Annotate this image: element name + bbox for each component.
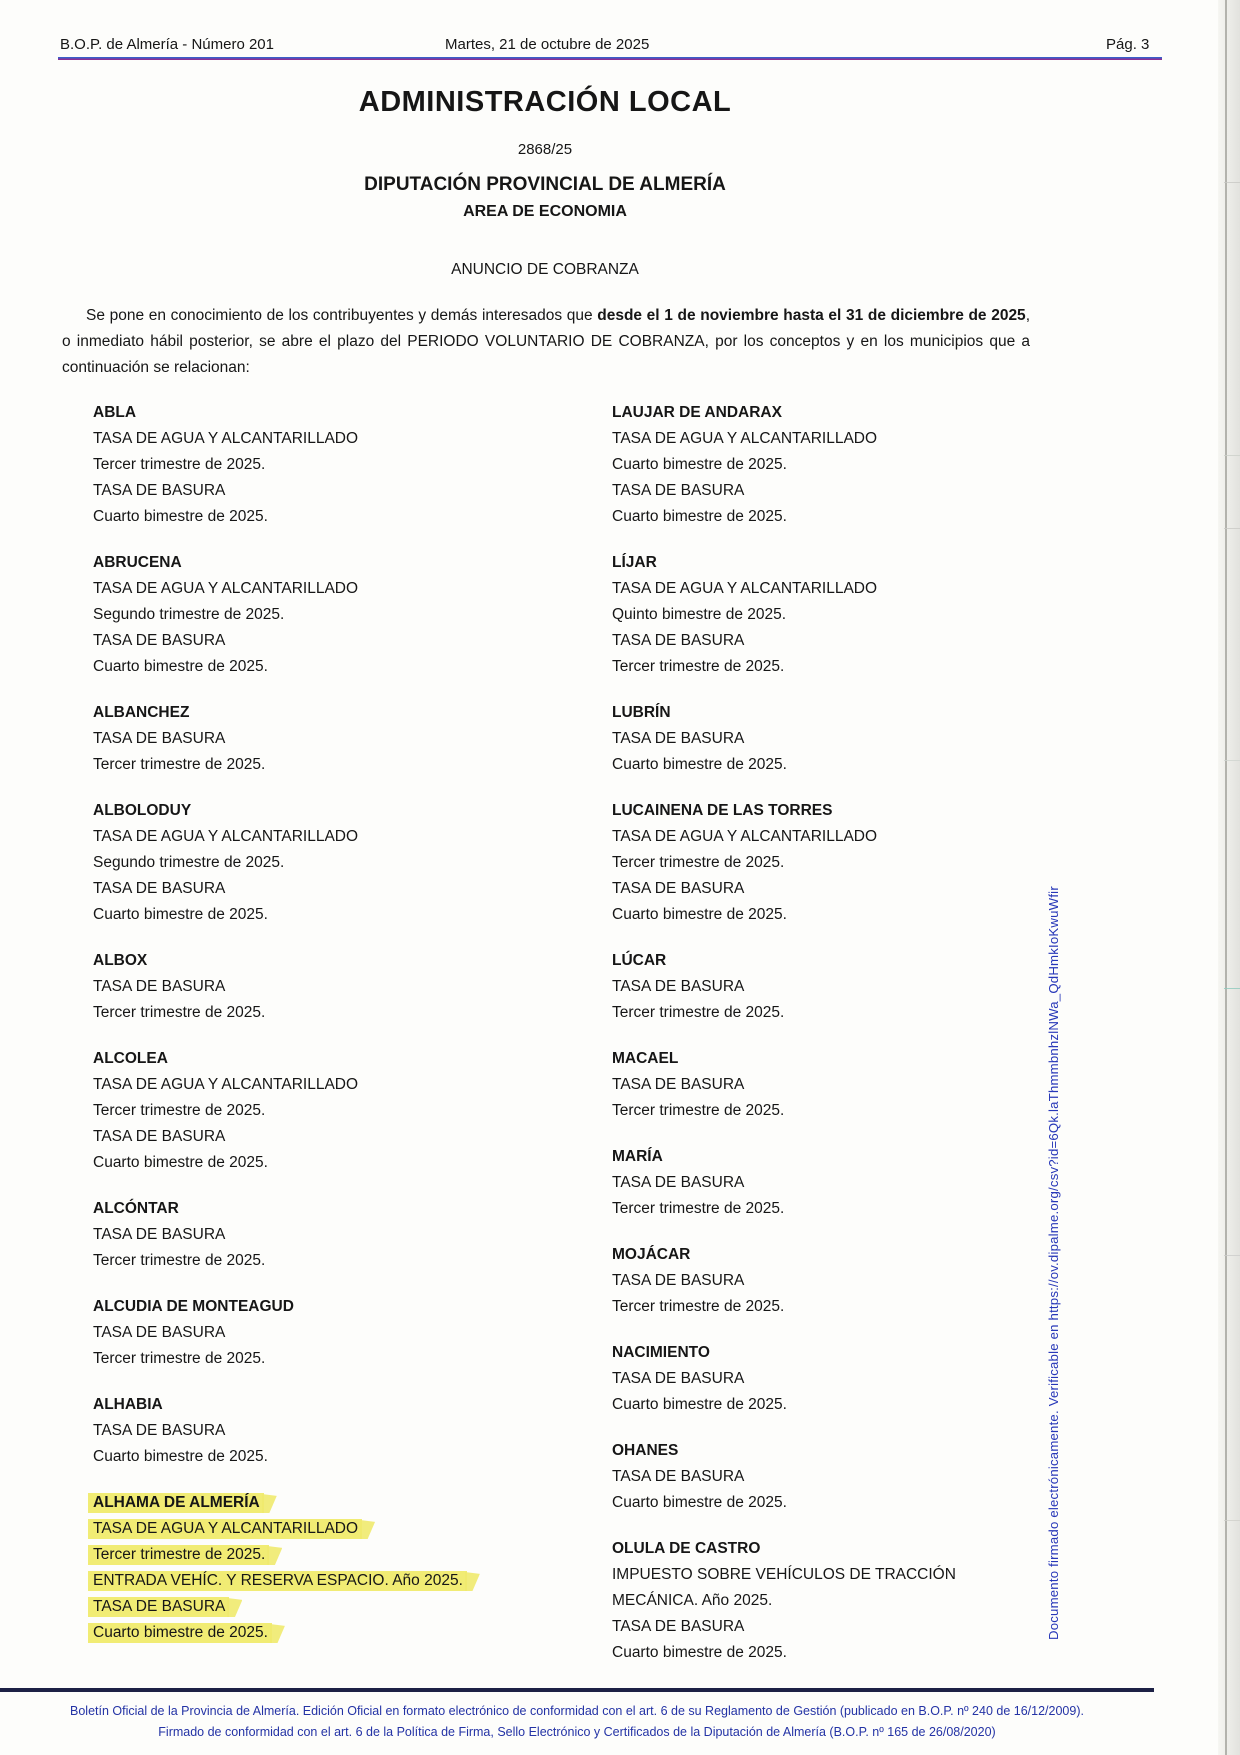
tax-concept-line: TASA DE AGUA Y ALCANTARILLADO <box>93 430 359 447</box>
tax-concept-line: Cuarto bimestre de 2025. <box>93 1448 268 1465</box>
page-footer <box>0 1701 1154 1743</box>
department-name: AREA DE ECONOMIA <box>463 203 627 220</box>
scan-artifact-line <box>1224 988 1240 989</box>
header-date: Martes, 21 de octubre de 2025 <box>445 36 650 53</box>
municipality-entry <box>612 400 1032 530</box>
tax-concept-line: TASA DE AGUA Y ALCANTARILLADO <box>93 580 359 597</box>
tax-concept-line: TASA DE BASURA <box>93 880 226 897</box>
tax-concept-line: TASA DE BASURA <box>93 1226 226 1243</box>
municipality-name: OLULA DE CASTRO <box>612 1540 761 1557</box>
municipality-name: ALCUDIA DE MONTEAGUD <box>93 1298 294 1315</box>
scan-edge-line <box>1225 0 1227 1755</box>
tax-concept-line: TASA DE BASURA <box>93 1594 525 1620</box>
municipality-name: LUCAINENA DE LAS TORRES <box>612 802 833 819</box>
header-rule <box>58 57 1162 60</box>
municipalities-right-column <box>612 400 1032 1686</box>
tax-concept-line: Tercer trimestre de 2025. <box>93 1004 266 1021</box>
municipality-name: LUBRÍN <box>612 704 671 721</box>
organization-name: DIPUTACIÓN PROVINCIAL DE ALMERÍA <box>364 174 726 195</box>
tax-concept-line: Cuarto bimestre de 2025. <box>612 456 787 473</box>
municipality-entry <box>612 1046 1032 1124</box>
municipality-entry <box>612 1242 1032 1320</box>
tax-concept-line: Tercer trimestre de 2025. <box>93 1252 266 1269</box>
tax-concept-line: TASA DE BASURA <box>612 482 745 499</box>
municipality-entry <box>93 948 525 1026</box>
municipality-name: ALBOX <box>93 952 148 969</box>
municipality-entry <box>612 1340 1032 1418</box>
tax-concept-line: TASA DE BASURA <box>93 730 226 747</box>
tax-concept-line: Cuarto bimestre de 2025. <box>93 1154 268 1171</box>
tax-concept-line: ENTRADA VEHÍC. Y RESERVA ESPACIO. Año 2025. <box>93 1568 525 1594</box>
tax-concept-line: TASA DE AGUA Y ALCANTARILLADO <box>612 580 878 597</box>
tax-concept-line: Tercer trimestre de 2025. <box>93 1102 266 1119</box>
municipality-entry <box>612 1536 1032 1666</box>
footer-line-2: Firmado de conformidad con el art. 6 de la Política de Firma, Sello Electrónico y Certificados de la Diputación de Almería (B.O.P. nº 165 de 26/08/2020) <box>158 1725 996 1739</box>
tax-concept-line: Cuarto bimestre de 2025. <box>612 756 787 773</box>
tax-concept-line: Tercer trimestre de 2025. <box>93 1542 525 1568</box>
municipality-name: NACIMIENTO <box>612 1344 710 1361</box>
tax-concept-line: Cuarto bimestre de 2025. <box>612 906 787 923</box>
tax-concept-line: TASA DE BASURA <box>612 1618 745 1635</box>
municipality-name: ALCOLEA <box>93 1050 168 1067</box>
tax-concept-line: TASA DE BASURA <box>612 978 745 995</box>
tax-concept-line: Cuarto bimestre de 2025. <box>612 508 787 525</box>
municipality-name: MACAEL <box>612 1050 679 1067</box>
intro-text-before: Se pone en conocimiento de los contribuyentes y demás interesados que <box>86 307 598 324</box>
header-page-number: Pág. 3 <box>1106 36 1150 53</box>
tax-concept-line: TASA DE BASURA <box>612 730 745 747</box>
tax-concept-line: TASA DE AGUA Y ALCANTARILLADO <box>612 430 878 447</box>
municipality-entry <box>93 550 525 680</box>
intro-paragraph <box>62 303 1030 381</box>
section-title: ADMINISTRACIÓN LOCAL <box>358 86 732 118</box>
municipality-entry <box>93 400 525 530</box>
municipality-name: ABLA <box>93 404 137 421</box>
tax-concept-line: TASA DE BASURA <box>93 1422 226 1439</box>
tax-concept-line: TASA DE BASURA <box>93 1128 226 1145</box>
municipality-entry <box>93 798 525 928</box>
scan-artifact-line <box>1224 1520 1240 1521</box>
tax-concept-line: TASA DE BASURA <box>612 1272 745 1289</box>
municipality-name: ALBANCHEZ <box>93 704 190 721</box>
tax-concept-line: TASA DE AGUA Y ALCANTARILLADO <box>612 828 878 845</box>
tax-concept-line: Segundo trimestre de 2025. <box>93 854 285 871</box>
tax-concept-line: Tercer trimestre de 2025. <box>93 1350 266 1367</box>
tax-concept-line: TASA DE BASURA <box>612 880 745 897</box>
tax-concept-line: TASA DE BASURA <box>612 1468 745 1485</box>
intro-text-after: , o inmediato hábil posterior, se abre el plazo del PERIODO VOLUNTARIO DE COBRANZA, por los conceptos y en los municipios que a continuación se relacionan: <box>62 307 1030 376</box>
tax-concept-line: TASA DE BASURA <box>93 978 226 995</box>
municipality-entry <box>612 700 1032 778</box>
municipality-entry <box>612 948 1032 1026</box>
municipality-name: LÍJAR <box>612 554 657 571</box>
municipality-entry <box>612 550 1032 680</box>
municipality-entry <box>612 1438 1032 1516</box>
tax-concept-line: Tercer trimestre de 2025. <box>93 456 266 473</box>
municipality-name: MARÍA <box>612 1148 663 1165</box>
tax-concept-line: TASA DE AGUA Y ALCANTARILLADO <box>93 1516 525 1542</box>
tax-concept-line: Cuarto bimestre de 2025. <box>93 906 268 923</box>
tax-concept-line: Tercer trimestre de 2025. <box>612 1004 785 1021</box>
footer-rule <box>0 1688 1154 1692</box>
tax-concept-line: Cuarto bimestre de 2025. <box>93 1620 525 1646</box>
municipality-name: ALHAMA DE ALMERÍA <box>93 1490 525 1516</box>
tax-concept-line: Cuarto bimestre de 2025. <box>612 1494 787 1511</box>
municipality-name: LAUJAR DE ANDARAX <box>612 404 782 421</box>
tax-concept-line: Tercer trimestre de 2025. <box>612 1298 785 1315</box>
tax-concept-line: TASA DE BASURA <box>612 1370 745 1387</box>
municipality-entry <box>93 700 525 778</box>
tax-concept-line: Tercer trimestre de 2025. <box>93 756 266 773</box>
tax-concept-line: TASA DE AGUA Y ALCANTARILLADO <box>93 828 359 845</box>
municipality-name: MOJÁCAR <box>612 1246 691 1263</box>
tax-concept-line: Cuarto bimestre de 2025. <box>612 1644 787 1661</box>
municipality-entry <box>93 1046 525 1176</box>
municipality-entry <box>93 1392 525 1470</box>
tax-concept-line: Tercer trimestre de 2025. <box>612 1200 785 1217</box>
municipality-name: ALBOLODUY <box>93 802 192 819</box>
intro-bold-period: desde el 1 de noviembre hasta el 31 de diciembre de 2025 <box>597 307 1026 324</box>
municipality-entry <box>93 1294 525 1372</box>
announcement-title: ANUNCIO DE COBRANZA <box>451 261 639 278</box>
tax-concept-line: TASA DE BASURA <box>93 632 226 649</box>
municipality-name: ALCÓNTAR <box>93 1200 179 1217</box>
footer-line-1: Boletín Oficial de la Provincia de Almería. Edición Oficial en formato electrónico de conformidad con el art. 6 de su Reglamento de Gestión (publicado en B.O.P. nº 240 de 16/12/2009). <box>70 1704 1084 1718</box>
tax-concept-line: IMPUESTO SOBRE VEHÍCULOS DE TRACCIÓN MECÁNICA. Año 2025. <box>612 1566 956 1609</box>
tax-concept-line: Cuarto bimestre de 2025. <box>93 658 268 675</box>
municipality-name: OHANES <box>612 1442 679 1459</box>
tax-concept-line: TASA DE BASURA <box>612 1174 745 1191</box>
scan-artifact-line <box>1224 455 1240 456</box>
municipality-name: ABRUCENA <box>93 554 182 571</box>
scan-artifact-line <box>1224 182 1240 183</box>
municipality-name: LÚCAR <box>612 952 667 969</box>
scan-artifact-line <box>1224 528 1240 529</box>
municipality-entry <box>93 1196 525 1274</box>
header-edition-number: B.O.P. de Almería - Número 201 <box>60 36 274 53</box>
tax-concept-line: Segundo trimestre de 2025. <box>93 606 285 623</box>
tax-concept-line: Quinto bimestre de 2025. <box>612 606 787 623</box>
scan-edge-shadow <box>1218 0 1240 1755</box>
tax-concept-line: TASA DE BASURA <box>93 1324 226 1341</box>
scan-artifact-line <box>1224 760 1240 761</box>
tax-concept-line: Tercer trimestre de 2025. <box>612 658 785 675</box>
tax-concept-line: Tercer trimestre de 2025. <box>612 854 785 871</box>
tax-concept-line: TASA DE BASURA <box>612 632 745 649</box>
municipality-entry <box>612 1144 1032 1222</box>
scan-artifact-line <box>1224 1255 1240 1256</box>
municipalities-left-column <box>93 400 525 1666</box>
tax-concept-line: TASA DE BASURA <box>612 1076 745 1093</box>
tax-concept-line: Tercer trimestre de 2025. <box>612 1102 785 1119</box>
tax-concept-line: Cuarto bimestre de 2025. <box>612 1396 787 1413</box>
tax-concept-line: Cuarto bimestre de 2025. <box>93 508 268 525</box>
tax-concept-line: TASA DE BASURA <box>93 482 226 499</box>
signature-verification-note: Documento firmado electrónicamente. Verificable en https://ov.dipalme.org/csv?id=6Qk.laThmmbnhzlNWa_QdHmkIoKwuWfir <box>1046 886 1061 1640</box>
municipality-name: ALHABIA <box>93 1396 163 1413</box>
municipality-entry <box>93 1490 525 1646</box>
tax-concept-line: TASA DE AGUA Y ALCANTARILLADO <box>93 1076 359 1093</box>
municipality-entry <box>612 798 1032 928</box>
expedient-number: 2868/25 <box>517 141 573 158</box>
